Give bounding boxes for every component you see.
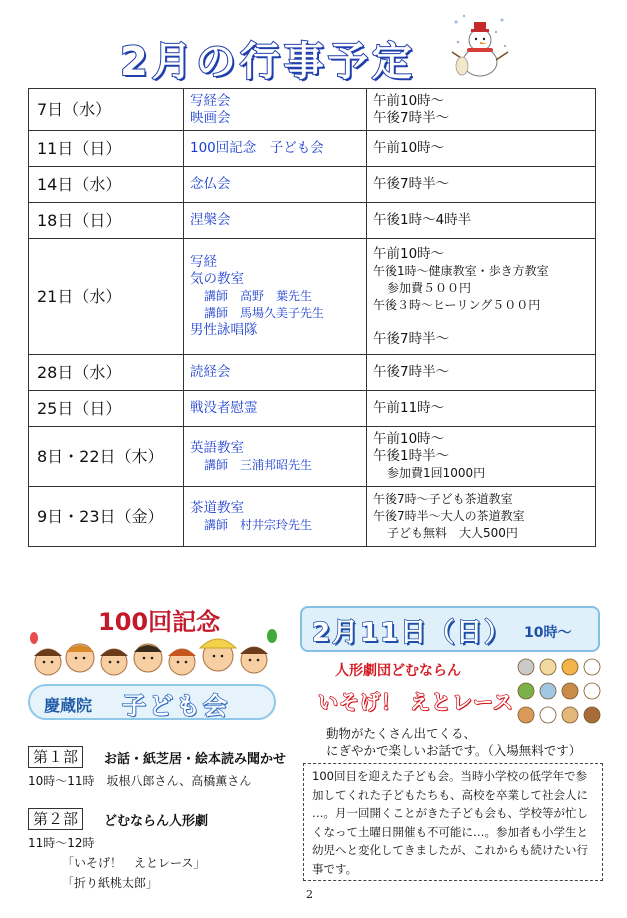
temple-name: 慶蔵院 [44, 696, 93, 715]
schedule-events [184, 89, 367, 131]
schedule-event: 講師 高野 葉先生 [204, 289, 313, 303]
notice-line: 事です。 [312, 861, 358, 876]
schedule-events [184, 239, 367, 355]
schedule-time: 参加費５００円 [387, 280, 472, 295]
part2-item-2: 「折り紙桃太郎」 [62, 876, 159, 890]
schedule-event: 戦没者慰霊 [190, 400, 258, 416]
schedule-times [367, 167, 596, 203]
schedule-row [29, 391, 596, 427]
part1-label: 第１部 [28, 746, 83, 768]
schedule-date: 8日・22日（木） [29, 427, 184, 487]
schedule-date: 18日（日） [29, 203, 184, 239]
schedule-event: 読経会 [190, 364, 231, 380]
schedule-event: 100回記念 子ども会 [190, 140, 324, 156]
schedule-time: 午後7時半～ [373, 176, 450, 192]
schedule-times [367, 427, 596, 487]
schedule-row [29, 487, 596, 547]
schedule-time: 午後1時半～ [373, 448, 450, 464]
schedule-times [367, 131, 596, 167]
schedule-row [29, 355, 596, 391]
play-title: いそげ！ えとレース [318, 690, 514, 714]
schedule-time: 午後7時半～ [373, 330, 450, 347]
schedule-event: 映画会 [190, 109, 231, 126]
schedule-event: 茶道教室 [190, 499, 244, 516]
schedule-times [367, 239, 596, 355]
schedule-event: 英語教室 [190, 439, 244, 456]
schedule-times [367, 89, 596, 131]
children-illustration-icon [28, 628, 278, 686]
schedule-time: 午後7時半～ [373, 109, 450, 126]
schedule-time: 午後３時～ヒーリング５００円 [373, 297, 541, 312]
schedule-times [367, 391, 596, 427]
schedule-time: 午後1時～健康教室・歩き方教室 [373, 263, 549, 278]
schedule-date: 14日（水） [29, 167, 184, 203]
part1-title: お話・紙芝居・絵本読み聞かせ [104, 752, 287, 767]
schedule-time: 午前10時～ [373, 245, 445, 262]
part1-detail: 10時～11時 坂根八郎さん、高橋薫さん [28, 774, 252, 788]
schedule-time: 参加費1回1000円 [387, 466, 486, 480]
schedule-event: 気の教室 [190, 271, 244, 287]
schedule-time: 午前10時～ [373, 431, 445, 447]
schedule-row [29, 239, 596, 355]
schedule-date: 21日（水） [29, 239, 184, 355]
schedule-event: 講師 村井宗玲先生 [204, 517, 313, 532]
schedule-times [367, 487, 596, 547]
schedule-events [184, 355, 367, 391]
notice-line: 加してくれた子どもたちも、高校を卒業して社会人に [312, 787, 588, 802]
schedule-date: 28日（水） [29, 355, 184, 391]
schedule-time: 午前11時～ [373, 400, 445, 416]
schedule-event: 涅槃会 [190, 212, 231, 228]
schedule-events [184, 131, 367, 167]
schedule-time: 子ども無料 大人500円 [387, 526, 518, 540]
schedule-row [29, 167, 596, 203]
page-number: 2 [306, 888, 313, 901]
kodomokai-banner [28, 684, 276, 720]
kodomokai-title: 子ども会 [122, 692, 230, 720]
schedule-row [29, 427, 596, 487]
notice-line: 100回目を迎えた子ども会。当時小学校の低学年で参 [312, 769, 587, 783]
schedule-row [29, 131, 596, 167]
schedule-time: 午前10時～ [373, 140, 445, 156]
schedule-times [367, 355, 596, 391]
schedule-events [184, 391, 367, 427]
schedule-event: 写経会 [190, 92, 231, 109]
anniversary-label: 100回記念 [98, 608, 221, 636]
schedule-table [28, 88, 596, 547]
event-desc-1: 動物がたくさん出てくる、 [326, 726, 477, 741]
troupe-name: 人形劇団どむならん [335, 663, 461, 679]
schedule-row [29, 89, 596, 131]
event-hour: 10時～ [524, 625, 572, 641]
schedule-event: 男性詠唱隊 [190, 322, 258, 338]
schedule-events [184, 167, 367, 203]
schedule-date: 11日（日） [29, 131, 184, 167]
notice-line: …。月一回開くことがきた子ども会も、学校等が忙し [312, 806, 588, 820]
schedule-event: 写経 [190, 254, 217, 270]
schedule-time: 午後1時～4時半 [373, 212, 472, 228]
schedule-date: 7日（水） [29, 89, 184, 131]
schedule-date: 25日（日） [29, 391, 184, 427]
notice-line: くなって土曜日開催も不可能に…。参加者も小学生と [312, 824, 588, 839]
schedule-time [373, 314, 589, 331]
zodiac-animals-icon [514, 655, 604, 727]
snowman-icon [450, 12, 510, 80]
notice-box [303, 763, 603, 881]
schedule-events [184, 487, 367, 547]
schedule-date: 9日・23日（金） [29, 487, 184, 547]
part2-label: 第２部 [28, 808, 83, 830]
schedule-time: 午後7時半～ [373, 364, 450, 380]
schedule-time: 午後7時～子ども茶道教室 [373, 492, 513, 506]
schedule-events [184, 203, 367, 239]
notice-line: 幼児へと変化してきましたが、これからも続けたい行 [312, 843, 588, 857]
schedule-event: 念仏会 [190, 176, 231, 192]
schedule-times [367, 203, 596, 239]
schedule-event: 講師 馬場久美子先生 [204, 306, 325, 320]
part2-time: 11時～12時 [28, 836, 95, 850]
part2-item-1: 「いそげ！ えとレース」 [62, 856, 206, 870]
schedule-event: 講師 三浦邦昭先生 [204, 457, 313, 472]
schedule-events [184, 427, 367, 487]
schedule-time: 午後7時半～大人の茶道教室 [373, 509, 525, 523]
event-desc-2: にぎやかで楽しいお話です。（入場無料です） [326, 743, 582, 758]
event-date: 2月11日（日） [312, 618, 513, 648]
event-date-banner [300, 606, 600, 652]
part2-title: どむならん人形劇 [104, 814, 209, 829]
page-title: 2月の行事予定 [120, 39, 416, 85]
schedule-row [29, 203, 596, 239]
schedule-time: 午前10時～ [373, 92, 445, 109]
